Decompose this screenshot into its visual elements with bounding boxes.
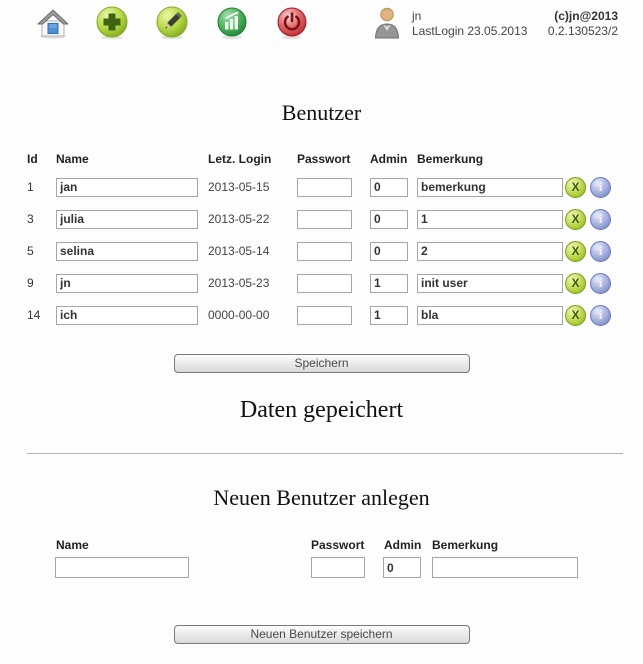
user-name: jn <box>412 9 422 23</box>
home-icon <box>36 27 70 42</box>
table-row <box>27 235 643 267</box>
info-icon: i <box>598 243 603 258</box>
col-password: Passwort <box>297 152 351 166</box>
last-login-value: 2013-05-14 <box>208 244 270 258</box>
delete-button[interactable] <box>565 305 586 326</box>
info-icon: i <box>598 307 603 322</box>
users-table <box>27 147 643 331</box>
password-field[interactable] <box>297 210 352 229</box>
col-id: Id <box>27 152 38 166</box>
admin-field[interactable] <box>370 210 408 229</box>
delete-button[interactable] <box>565 241 586 262</box>
status-message: Daten gepeichert <box>239 397 404 423</box>
save-new-user-button[interactable]: Neuen Benutzer speichern <box>174 625 470 644</box>
delete-icon: X <box>571 180 580 194</box>
copyright-text: (c)jn@2013 <box>554 9 618 23</box>
new-remark-label: Bemerkung <box>432 538 499 552</box>
user-id: 3 <box>27 212 34 226</box>
row-actions <box>559 177 611 198</box>
edit-button[interactable] <box>156 6 188 42</box>
edit-icon <box>156 28 188 43</box>
remark-field[interactable] <box>417 274 563 293</box>
table-row <box>27 299 643 331</box>
remark-field[interactable] <box>417 306 563 325</box>
toolbar <box>0 0 643 52</box>
info-button[interactable] <box>590 305 611 326</box>
new-remark-field[interactable] <box>432 557 578 578</box>
name-field[interactable] <box>56 210 198 229</box>
delete-icon: X <box>571 308 580 322</box>
name-field[interactable] <box>56 178 198 197</box>
users-table-body <box>27 171 643 331</box>
delete-icon: X <box>571 212 580 226</box>
row-actions <box>559 305 611 326</box>
add-button[interactable] <box>96 6 128 42</box>
user-id: 5 <box>27 244 34 258</box>
row-actions <box>559 273 611 294</box>
delete-icon: X <box>571 244 580 258</box>
last-login-value: 0000-00-00 <box>208 308 270 322</box>
last-login-value: 2013-05-15 <box>208 180 270 194</box>
password-field[interactable] <box>297 274 352 293</box>
remark-field[interactable] <box>417 210 563 229</box>
name-field[interactable] <box>56 274 198 293</box>
save-users-button[interactable]: Speichern <box>174 354 470 373</box>
admin-field[interactable] <box>370 306 408 325</box>
user-id: 14 <box>27 308 41 322</box>
new-name-label: Name <box>56 538 89 552</box>
new-admin-field[interactable] <box>383 557 421 578</box>
page-title: Benutzer <box>281 100 362 125</box>
info-button[interactable] <box>590 177 611 198</box>
password-field[interactable] <box>297 178 352 197</box>
row-actions <box>559 241 611 262</box>
user-id: 1 <box>27 180 34 194</box>
info-icon: i <box>598 179 603 194</box>
info-button[interactable] <box>590 209 611 230</box>
delete-icon: X <box>571 276 580 290</box>
col-last-login: Letz. Login <box>208 152 272 166</box>
stats-icon <box>216 28 248 43</box>
info-button[interactable] <box>590 241 611 262</box>
new-password-label: Passwort <box>311 538 365 552</box>
add-icon <box>96 28 128 43</box>
last-login-value: 2013-05-22 <box>208 212 270 226</box>
new-admin-label: Admin <box>384 538 422 552</box>
col-admin: Admin <box>370 152 408 166</box>
name-field[interactable] <box>56 306 198 325</box>
home-button[interactable] <box>36 6 70 42</box>
last-login-value: 2013-05-23 <box>208 276 270 290</box>
remark-field[interactable] <box>417 242 563 261</box>
user-info <box>412 6 527 39</box>
col-remark: Bemerkung <box>417 152 484 166</box>
power-button[interactable] <box>276 6 308 42</box>
version-text: 0.2.130523/2 <box>547 24 618 38</box>
avatar <box>372 6 402 42</box>
new-name-field[interactable] <box>55 557 189 578</box>
app-meta <box>548 6 618 39</box>
table-row <box>27 267 643 299</box>
power-icon <box>276 28 308 43</box>
password-field[interactable] <box>297 242 352 261</box>
user-last-login: LastLogin 23.05.2013 <box>412 24 528 38</box>
delete-button[interactable] <box>565 273 586 294</box>
new-user-form <box>0 538 643 598</box>
delete-button[interactable] <box>565 177 586 198</box>
info-icon: i <box>598 211 603 226</box>
admin-field[interactable] <box>370 274 408 293</box>
info-button[interactable] <box>590 273 611 294</box>
user-id: 9 <box>27 276 34 290</box>
table-row <box>27 171 643 203</box>
delete-button[interactable] <box>565 209 586 230</box>
info-icon: i <box>598 275 603 290</box>
table-row <box>27 203 643 235</box>
table-header <box>27 147 643 171</box>
password-field[interactable] <box>297 306 352 325</box>
row-actions <box>559 209 611 230</box>
remark-field[interactable] <box>417 178 563 197</box>
col-name: Name <box>56 152 89 166</box>
new-password-field[interactable] <box>311 557 365 578</box>
admin-field[interactable] <box>370 178 408 197</box>
name-field[interactable] <box>56 242 198 261</box>
section-divider <box>27 453 623 454</box>
admin-field[interactable] <box>370 242 408 261</box>
stats-button[interactable] <box>216 6 248 42</box>
new-user-title: Neuen Benutzer anlegen <box>213 485 430 510</box>
